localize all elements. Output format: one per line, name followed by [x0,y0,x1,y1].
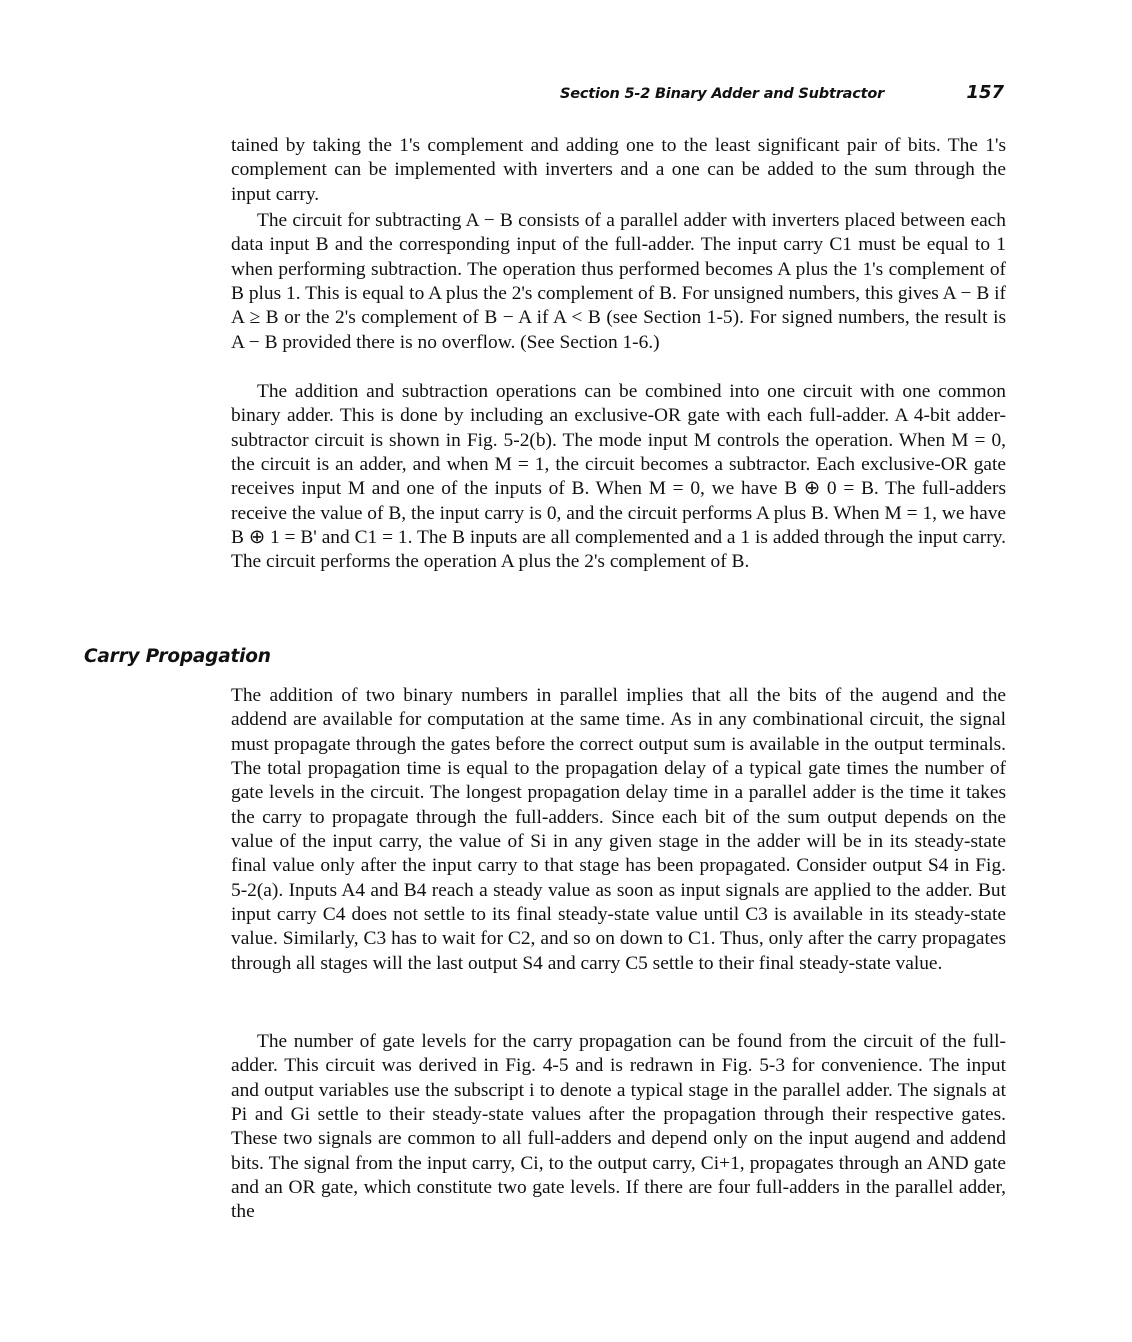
paragraph-4 [231,684,1006,976]
paragraph-4-text: The addition of two binary numbers in parallel implies that all the bits of the augend and the addend are available for computation at the same time. As in any combinational circuit, the signal must propagate through the gates before the correct output sum is available in the output terminals. The total propagation time is equal to the propagation delay of a typical gate times the number of gate levels in the circuit. The longest propagation delay time in a parallel adder is the time it takes the carry to propagate through the full-adders. Since each bit of the sum output depends on the value of the input carry, the value of Si in any given stage in the adder will be in its steady-state final value only after the input carry to that stage has been propagated. Consider output S4 in Fig. 5-2(a). Inputs A4 and B4 reach a steady value as soon as input signals are applied to the adder. But input carry C4 does not settle to its final steady-state value until C3 is available in its steady-state value. Similarly, C3 has to wait for C2, and so on down to C1. Thus, only after the carry propagates through all stages will the last output S4 and carry C5 settle to their final steady-state value. [231,685,1006,974]
paragraph-2 [231,209,1006,355]
section-heading: Carry Propagation [84,646,271,667]
paragraph-1-text: tained by taking the 1's complement and adding one to the least significant pair of bits. The 1's complement can be implemented with inverters and a one can be added to the sum through the input carry. [231,135,1006,205]
paragraph-2-text: The circuit for subtracting A − B consists of a parallel adder with inverters placed between each data input B and the corresponding input of the full-adder. The input carry C1 must be equal to 1 when performing subtraction. The operation thus performed becomes A plus the 1's complement of B plus 1. This is equal to A plus the 2's complement of B. For unsigned numbers, this gives A − B if A ≥ B or the 2's complement of B − A if A < B (see Section 1-5). For signed numbers, the result is A − B provided there is no overflow. (See Section 1-6.) [231,210,1006,353]
paragraph-5-text: The number of gate levels for the carry propagation can be found from the circuit of the full-adder. This circuit was derived in Fig. 4-5 and is redrawn in Fig. 5-3 for convenience. The input and output variables use the subscript i to denote a typical stage in the parallel adder. The signals at Pi and Gi settle to their steady-state values after the propagation through their respective gates. These two signals are common to all full-adders and depend only on the input augend and addend bits. The signal from the input carry, Ci, to the output carry, Ci+1, propagates through an AND gate and an OR gate, which constitute two gate levels. If there are four full-adders in the parallel adder, the [231,1031,1006,1223]
paragraph-5 [231,1030,1006,1225]
running-header [560,82,1010,110]
section-title: Section 5-2 Binary Adder and Subtractor [560,86,885,102]
paragraph-3 [231,380,1006,575]
page-number: 157 [966,82,1004,103]
paragraph-1 [231,134,1006,207]
paragraph-3-text: The addition and subtraction operations can be combined into one circuit with one common binary adder. This is done by including an exclusive-OR gate with each full-adder. A 4-bit adder-subtractor circuit is shown in Fig. 5-2(b). The mode input M controls the operation. When M = 0, the circuit is an adder, and when M = 1, the circuit becomes a subtractor. Each exclusive-OR gate receives input M and one of the inputs of B. When M = 0, we have B ⊕ 0 = B. The full-adders receive the value of B, the input carry is 0, and the circuit performs A plus B. When M = 1, we have B ⊕ 1 = B' and C1 = 1. The B inputs are all complemented and a 1 is added through the input carry. The circuit performs the operation A plus the 2's complement of B. [231,381,1006,573]
